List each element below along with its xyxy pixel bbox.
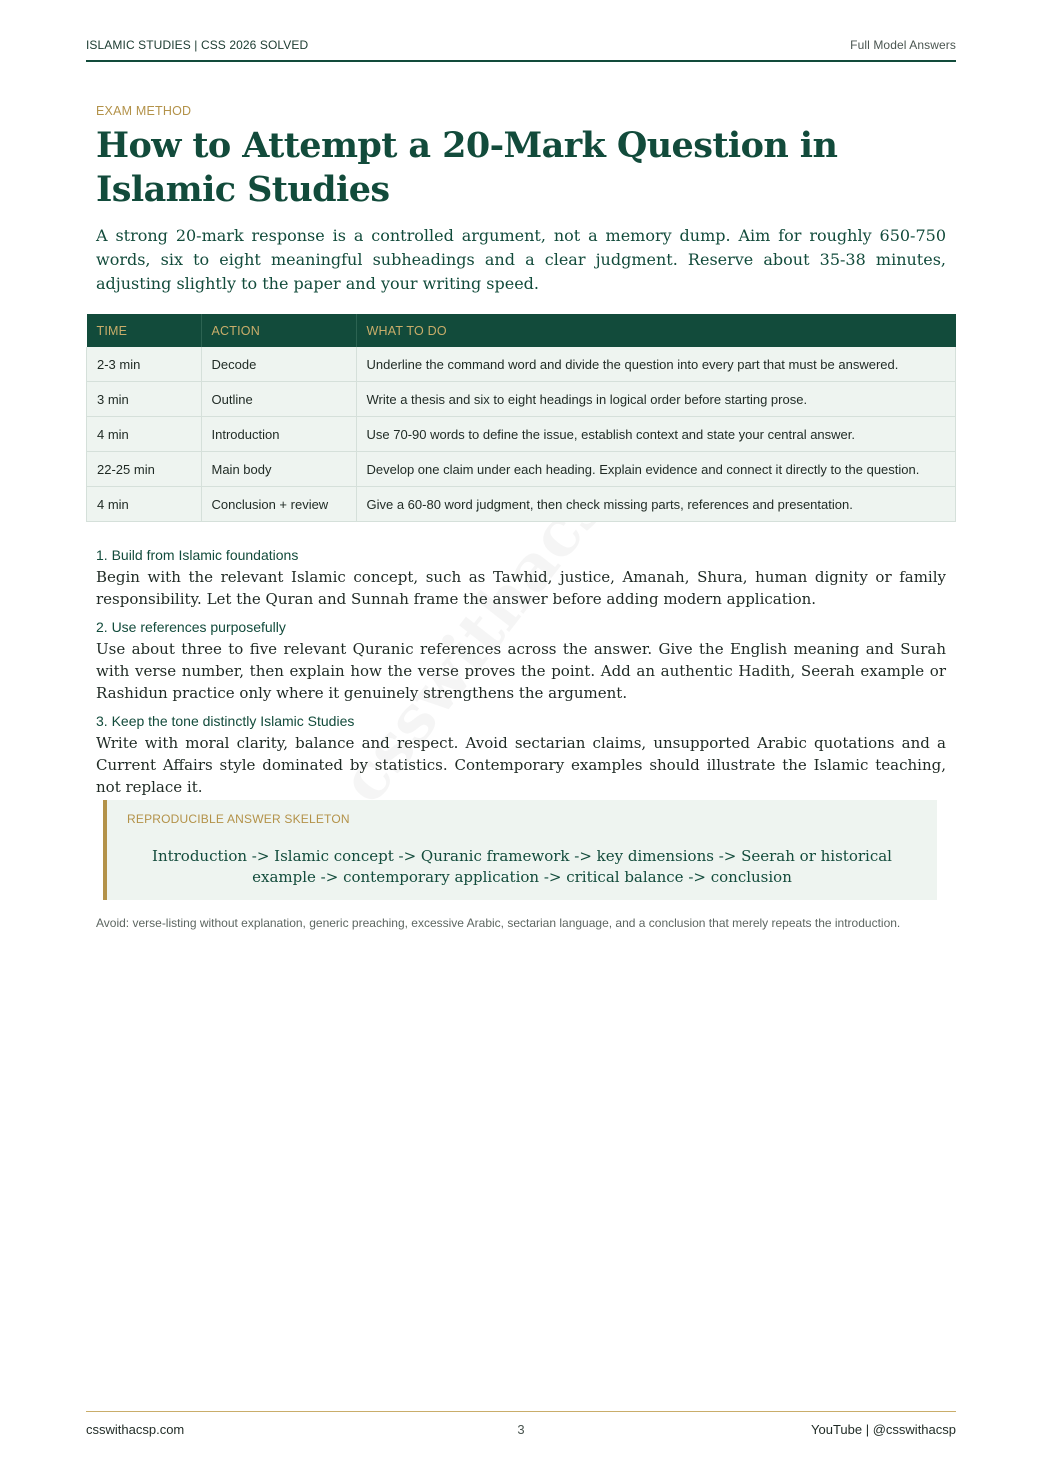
cell-time: 3 min xyxy=(87,382,202,417)
cell-time: 2-3 min xyxy=(87,347,202,382)
table-row xyxy=(87,452,956,487)
callout-label: REPRODUCIBLE ANSWER SKELETON xyxy=(127,812,350,826)
point-heading: 2. Use references purposefully xyxy=(96,619,286,635)
footer-website: csswithacsp.com xyxy=(86,1422,185,1437)
header-publication-label: ISLAMIC STUDIES | CSS 2026 SOLVED xyxy=(86,38,309,52)
page-footer xyxy=(86,1411,956,1442)
point-heading: 1. Build from Islamic foundations xyxy=(96,547,299,563)
point-heading: 3. Keep the tone distinctly Islamic Studies xyxy=(96,713,355,729)
time-plan-table-wrapper xyxy=(86,314,956,522)
cell-action: Decode xyxy=(201,347,356,382)
time-plan-table xyxy=(86,314,956,522)
column-header-time: TIME xyxy=(87,314,202,347)
footer-youtube-handle: YouTube | @csswithacsp xyxy=(811,1422,956,1437)
cell-what-to-do: Write a thesis and six to eight headings in logical order before starting prose. xyxy=(356,382,956,417)
avoid-note: Avoid: verse-listing without explanation, generic preaching, excessive Arabic, sectarian language, and a conclusion that merely repeats the introduction. xyxy=(96,916,901,930)
cell-time: 22-25 min xyxy=(87,452,202,487)
page-title: How to Attempt a 20-Mark Question in Islamic Studies xyxy=(96,125,838,210)
cell-what-to-do: Use 70-90 words to define the issue, establish context and state your central answer. xyxy=(356,417,956,452)
lead-paragraph: A strong 20-mark response is a controlled argument, not a memory dump. Aim for roughly 650-750 words, six to eight meaningful subheadings and a clear judgment. Reserve about 35-38 minutes, adjusting slightly to the paper and your writing speed. xyxy=(96,226,946,293)
table-header-row xyxy=(87,314,956,347)
page-number: 3 xyxy=(517,1422,525,1437)
callout-text: Introduction -> Islamic concept -> Quranic framework -> key dimensions -> Seerah or historical example -> contemporary application -> critical balance -> conclusion xyxy=(152,847,892,886)
point-body: Write with moral clarity, balance and respect. Avoid sectarian claims, unsupported Arabic quotations and a Current Affairs style dominated by statistics. Contemporary examples should illustrate the Islamic teaching, not replace it. xyxy=(96,734,946,796)
column-header-what-to-do: WHAT TO DO xyxy=(356,314,956,347)
cell-time: 4 min xyxy=(87,487,202,522)
cell-time: 4 min xyxy=(87,417,202,452)
section-kicker: EXAM METHOD xyxy=(96,104,192,118)
point-body: Use about three to five relevant Quranic references across the answer. Give the English meaning and Surah with verse number, then explain how the verse proves the point. Add an authentic Hadith, Seerah example or Rashidun practice only where it genuinely strengthens the argument. xyxy=(96,640,946,702)
cell-action: Conclusion + review xyxy=(201,487,356,522)
intro-section xyxy=(96,104,946,296)
cell-what-to-do: Give a 60-80 word judgment, then check missing parts, references and presentation. xyxy=(356,487,956,522)
point-body: Begin with the relevant Islamic concept, such as Tawhid, justice, Amanah, Shura, human dignity or family responsibility. Let the Quran and Sunnah frame the answer before adding modern application. xyxy=(96,568,946,608)
header-edition-label: Full Model Answers xyxy=(850,38,956,52)
table-row xyxy=(87,347,956,382)
cell-action: Introduction xyxy=(201,417,356,452)
column-header-action: ACTION xyxy=(201,314,356,347)
cell-action: Outline xyxy=(201,382,356,417)
cell-action: Main body xyxy=(201,452,356,487)
cell-what-to-do: Underline the command word and divide the question into every part that must be answered. xyxy=(356,347,956,382)
guidance-points xyxy=(96,546,946,806)
table-row xyxy=(87,382,956,417)
table-row xyxy=(87,417,956,452)
table-row xyxy=(87,487,956,522)
page-header xyxy=(86,36,956,62)
cell-what-to-do: Develop one claim under each heading. Explain evidence and connect it directly to the question. xyxy=(356,452,956,487)
answer-skeleton-callout xyxy=(103,800,937,900)
